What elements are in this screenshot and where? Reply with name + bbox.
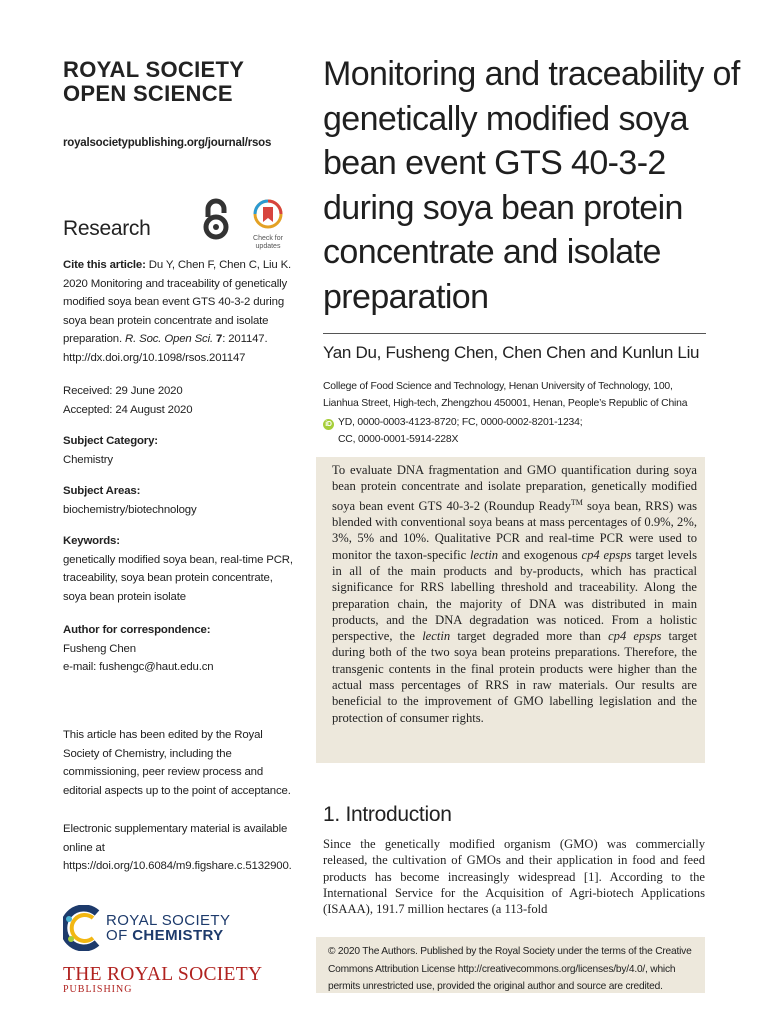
received-date: Received: 29 June 2020 — [63, 385, 183, 397]
correspondence-email[interactable]: e-mail: fushengc@haut.edu.cn — [63, 661, 214, 673]
license-text: © 2020 The Authors. Published by the Royal Society under the terms of the Creative Commons Attribution License http://creativecommons.org/licenses/by/4.0/, which permits unrestricted use, provided the original author and source are credited. — [328, 946, 692, 992]
abstract-tm: TM — [570, 497, 583, 507]
abstract-p4: target levels in all of the main products and by-products, which has practical significance for RRS labelling threshold and traceability. Along the preparation chain, the majority of DNA was distributed in main products, and the DNA degradation was noticed. From a holistic perspective, the — [332, 547, 697, 644]
dates-block — [63, 382, 295, 419]
citation-doi-link[interactable]: http://dx.doi.org/10.1098/rsos.201147 — [63, 351, 246, 364]
citation-text: Du Y, Chen F, Chen C, Liu K. 2020 Monitoring and traceability of genetically modified soya bean event GTS 40-3-2 during soya bean protein concentrate and isolate preparation. — [63, 259, 292, 345]
rsc-line1: ROYAL SOCIETY — [106, 912, 231, 929]
affiliation: College of Food Science and Technology, Henan University of Technology, 100, Lianhua Street, High-tech, Zhengzhou 450001, Henan, People’s Republic of China — [323, 381, 688, 409]
accepted-date: Accepted: 24 August 2020 — [63, 403, 193, 416]
abstract-box — [316, 457, 705, 763]
journal-name-line1: ROYAL SOCIETY — [63, 57, 245, 82]
orcid-block — [323, 414, 708, 448]
abstract-lectin2: lectin — [422, 629, 451, 644]
citation-volume: 7 — [216, 333, 223, 345]
abstract-cp4-2: cp4 epsps — [608, 629, 662, 644]
keywords-block — [63, 532, 295, 606]
check-for-updates-label: Check for updates — [253, 235, 283, 250]
subject-category-label: Subject Category: — [63, 435, 158, 447]
supplementary-note — [63, 820, 295, 876]
correspondence-name: Fusheng Chen — [63, 642, 136, 655]
abstract-p6: target during both of the two soya bean proteins preparations. Therefore, the transgenic contents in the final protein products were higher than the actual mass percentages of RRS in raw materials. Our results are beneficial to the improvement of GMO labelling legislation and the protection of consumer rights. — [332, 629, 697, 725]
check-for-updates-icon — [253, 199, 283, 229]
check-for-updates-badge[interactable] — [247, 199, 289, 250]
rsc-line2-bold: CHEMISTRY — [132, 927, 224, 944]
journal-logo — [63, 58, 293, 106]
abstract-lectin1: lectin — [470, 547, 499, 562]
section-label: Research — [63, 217, 151, 240]
trs-logo-sub: PUBLISHING — [63, 984, 133, 995]
open-access-icon — [199, 197, 233, 241]
subject-areas-block — [63, 482, 295, 519]
supplementary-text: Electronic supplementary material is available online at https://doi.org/10.6084/m9.figshare.c.5132900. — [63, 823, 292, 872]
abstract-p2: soya bean, RRS) was blended with conventional soya beans at mass percentages of 0.9%, 2%, 3%, 5% and 10%. Qualitative PCR and real-time PCR were used to monitor the taxon-specific — [332, 498, 698, 562]
abstract-p1: To evaluate DNA fragmentation and GMO quantification during soya bean protein concentrate and isolate preparation, genetically modified soya bean event GTS 40-3-2 (Roundup Ready — [332, 463, 697, 513]
subject-areas-value: biochemistry/biotechnology — [63, 503, 197, 516]
edited-note — [63, 726, 295, 800]
trs-logo-title: THE ROYAL SOCIETY — [63, 964, 263, 985]
orcid-icon: iD — [323, 419, 334, 430]
citation-label: Cite this article: — [63, 259, 146, 271]
subject-areas-label: Subject Areas: — [63, 485, 141, 497]
journal-url-link[interactable]: royalsocietypublishing.org/journal/rsos — [63, 137, 272, 149]
keywords-label: Keywords: — [63, 535, 120, 547]
correspondence-block — [63, 621, 295, 677]
abstract-p3: and exogenous — [498, 547, 582, 562]
subject-category-value: Chemistry — [63, 453, 113, 466]
keywords-value: genetically modified soya bean, real-time PCR, traceability, soya bean protein concentrate, soya bean protein isolate — [63, 553, 293, 603]
title-divider — [323, 333, 706, 334]
rsc-logo-text — [106, 913, 230, 943]
intro-heading: 1. Introduction — [323, 803, 452, 826]
subject-category-block — [63, 432, 295, 469]
edited-note-text: This article has been edited by the Royal Society of Chemistry, including the commissioning, peer review process and editorial aspects up to the point of acceptance. — [63, 729, 291, 797]
orcid-line2[interactable]: CC, 0000-0001-5914-228X — [338, 434, 459, 445]
rsc-logo-icon — [63, 905, 103, 951]
abstract-p5: target degraded more than — [450, 629, 609, 644]
citation-article: : 201147. — [222, 333, 268, 345]
article-title: Monitoring and traceability of genetically modified soya bean event GTS 40-3-2 during soya bean protein concentrate and isolate preparation — [323, 55, 740, 316]
citation-block — [63, 256, 295, 367]
citation-journal: R. Soc. Open Sci. — [125, 333, 213, 345]
license-box — [316, 937, 705, 993]
abstract-cp4-1: cp4 epsps — [581, 547, 632, 562]
journal-name-line2: OPEN SCIENCE — [63, 81, 233, 106]
rsc-line2-prefix: OF — [106, 927, 133, 944]
correspondence-label: Author for correspondence: — [63, 624, 211, 636]
orcid-line1[interactable]: YD, 0000-0003-4123-8720; FC, 0000-0002-8201-1234; — [338, 417, 583, 428]
authors: Yan Du, Fusheng Chen, Chen Chen and Kunlun Liu — [323, 343, 700, 362]
intro-text: Since the genetically modified organism (GMO) was commercially released, the cultivation of GMOs and their application in food and feed products has become increasingly widespread [1]. According to the International Service for the Acquisition of Agri-biotech Applications (ISAAA), 191.7 million hectares (a 113-fold — [323, 837, 705, 917]
